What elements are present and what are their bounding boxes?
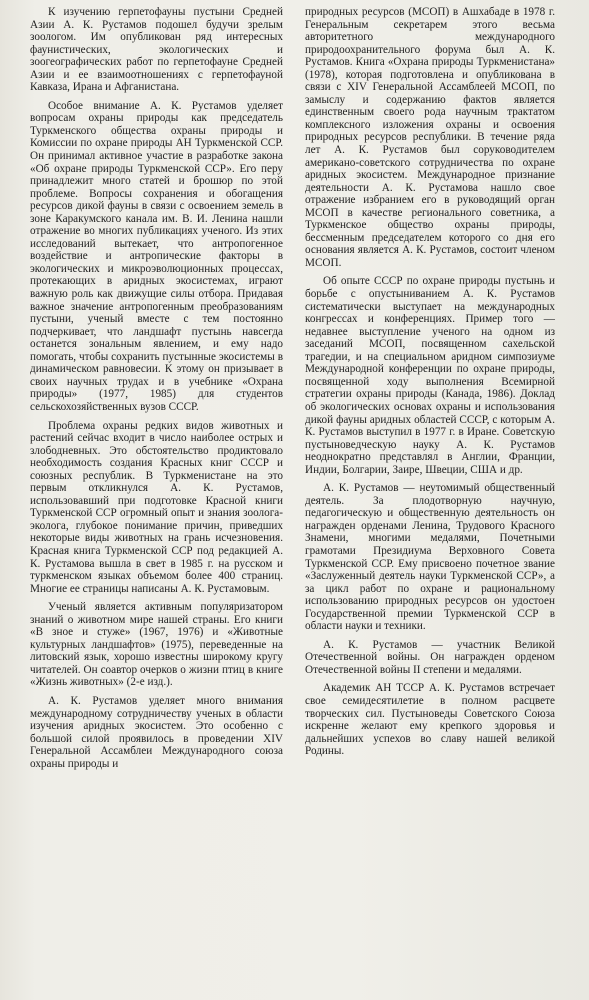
paragraph-desertification: Об опыте СССР по охране природы пустынь и борьбе с опустыниванием А. К. Рустамов систематически выступает на международных конгрессах и конференциях. Пример того — недавнее выступление ученого на одном из заседаний МСОП, посвященном сахельской трагедии, и на специальном аридном симпозиуме Международной конференции по охране природы, посвященной ходу выполнения Всемирной стратегии охраны природы (Канада, 1986). Доклад об экологических основах охраны и использования дикой фауны аридных областей СССР, с которым А. К. Рустамов выступил в 1977 г. в Иране. Советскую пустыноведческую науку А. К. Рустамов неоднократно представлял в Англии, Франции, Индии, Болгарии, Заире, Швеции, США и др. [305, 275, 555, 476]
paragraph-international-cooperation: А. К. Рустамов уделяет много внимания международному сотрудничеству ученых в области изучения аридных экосистем. Это особенно с большой силой проявилось в проведении XIV Генеральной Ассамблеи Международного союза охраны природы и [30, 694, 283, 770]
paragraph-nature-protection: Особое внимание А. К. Рустамов уделяет вопросам охраны природы как председатель Туркменского общества охраны природы и Комиссии по охране природы АН Туркменской ССР. Он принимал активное участие в разработке закона «Об охране природы Туркменской ССР». Его перу принадлежит много статей и брошюр по этой проблеме. Вопросы сохранения и обогащения ресурсов дикой фауны в связи с освоением земель в зоне Каракумского канала им. В. И. Ленина нашли отражение во многих публикациях ученого. Из этих исследований вытекает, что антропогенное воздействие и антропические факторы в экологических и микроэволюционных процессах, протекающих в аридных экосистемах, играют важную роль как движущие силы отбора. Придавая важное значение антропогенным преобразованиям пустыни, ученый вместе с тем постоянно подчеркивает, что ландшафт пустынь навсегда останется зональным явлением, и ему надо помогать, чтобы сохранить пустынные экосистемы в динамическом равновесии. К этому он призывает в своих научных трудах и в учебнике «Охрана природы» (1977, 1985) для студентов сельскохозяйственных вузов СССР. [30, 99, 283, 413]
paragraph-iucn-continued: природных ресурсов (МСОП) в Ашхабаде в 1978 г. Генеральным секретарем этого весьма авторитетного международного природоохранительного форума был А. К. Рустамов. Книга «Охрана природы Туркменистана» (1978), которая подготовлена и опубликована в связи с XIV Генеральной Ассамблеей МСОП, по замыслу и содержанию фактов является единственным своего рода научным трактатом комплексного изложения охраны и освоения природных ресурсов республики. В течение ряда лет А. К. Рустамов был соруководителем американо-советского сотрудничества по охране аридных экосистем. Международное признание деятельности А. К. Рустамова нашло свое отражение избранием его в руководящий орган МСОП в качестве регионального советника, а Туркменское общество охраны природы, бессменным председателем которого со дня его основания является А. К. Рустамов, состоит членом МСОП. [305, 6, 555, 269]
paragraph-anniversary: Академик АН ТССР А. К. Рустамов встречает свое семидесятилетие в полном расцвете творческих сил. Пустыноведы Советского Союза искренне желают ему крепкого здоровья и дальнейших успехов во славу нашей великой Родины. [305, 682, 555, 758]
paragraph-public-activity: А. К. Рустамов — неутомимый общественный деятель. За плодотворную научную, педагогическую и общественную деятельность он награжден орденами Ленина, Трудового Красного Знамени, многими медалями, Почетными грамотами Президиума Верховного Совета Туркменской ССР. Ему присвоено почетное звание «Заслуженный деятель науки Туркменской ССР», а за цикл работ по охране и рациональному использованию природных ресурсов он удостоен Государственной премии Туркменской ССР в области науки и техники. [305, 482, 555, 633]
paragraph-popularization: Ученый является активным популяризатором знаний о животном мире нашей страны. Его книги «В зное и стуже» (1967, 1976) и «Животные культурных ландшафтов» (1975), переведенные на литовский язык, хорошо известны широкому кругу читателей. Он соавтор очерков о жизни птиц в книге «Жизнь животных» (2-е изд.). [30, 601, 283, 689]
right-column [305, 6, 555, 764]
paragraph-red-book: Проблема охраны редких видов животных и растений сейчас входит в число наиболее острых и злободневных. Это обстоятельство продиктовало необходимость создания Красных книг СССР и союзных республик. В Туркменистане на это первым откликнулся А. К. Рустамов, использовавший при подготовке Красной книги Туркменской ССР огромный опыт и знания зоолога-эколога, глубокое понимание причин, приведших некоторые виды животных на грань исчезновения. Красная книга Туркменской ССР под редакцией А. К. Рустамова вышла в свет в 1985 г. на русском и туркменском языках объемом более 400 страниц. Многие ее страницы написаны А. К. Рустамовым. [30, 419, 283, 595]
left-column [30, 6, 283, 776]
paragraph-war-veteran: А. К. Рустамов — участник Великой Отечественной войны. Он награжден орденом Отечественной войны II степени и медалями. [305, 638, 555, 676]
paragraph-herpetofauna: К изучению герпетофауны пустыни Средней Азии А. К. Рустамов подошел будучи зрелым зоологом. Им опубликован ряд интересных фаунистических, экологических и зоогеографических работ по герпетофауне Средней Азии и ее взаимоотношениях с герпетофауной Кавказа, Ирана и Афганистана. [30, 6, 283, 94]
